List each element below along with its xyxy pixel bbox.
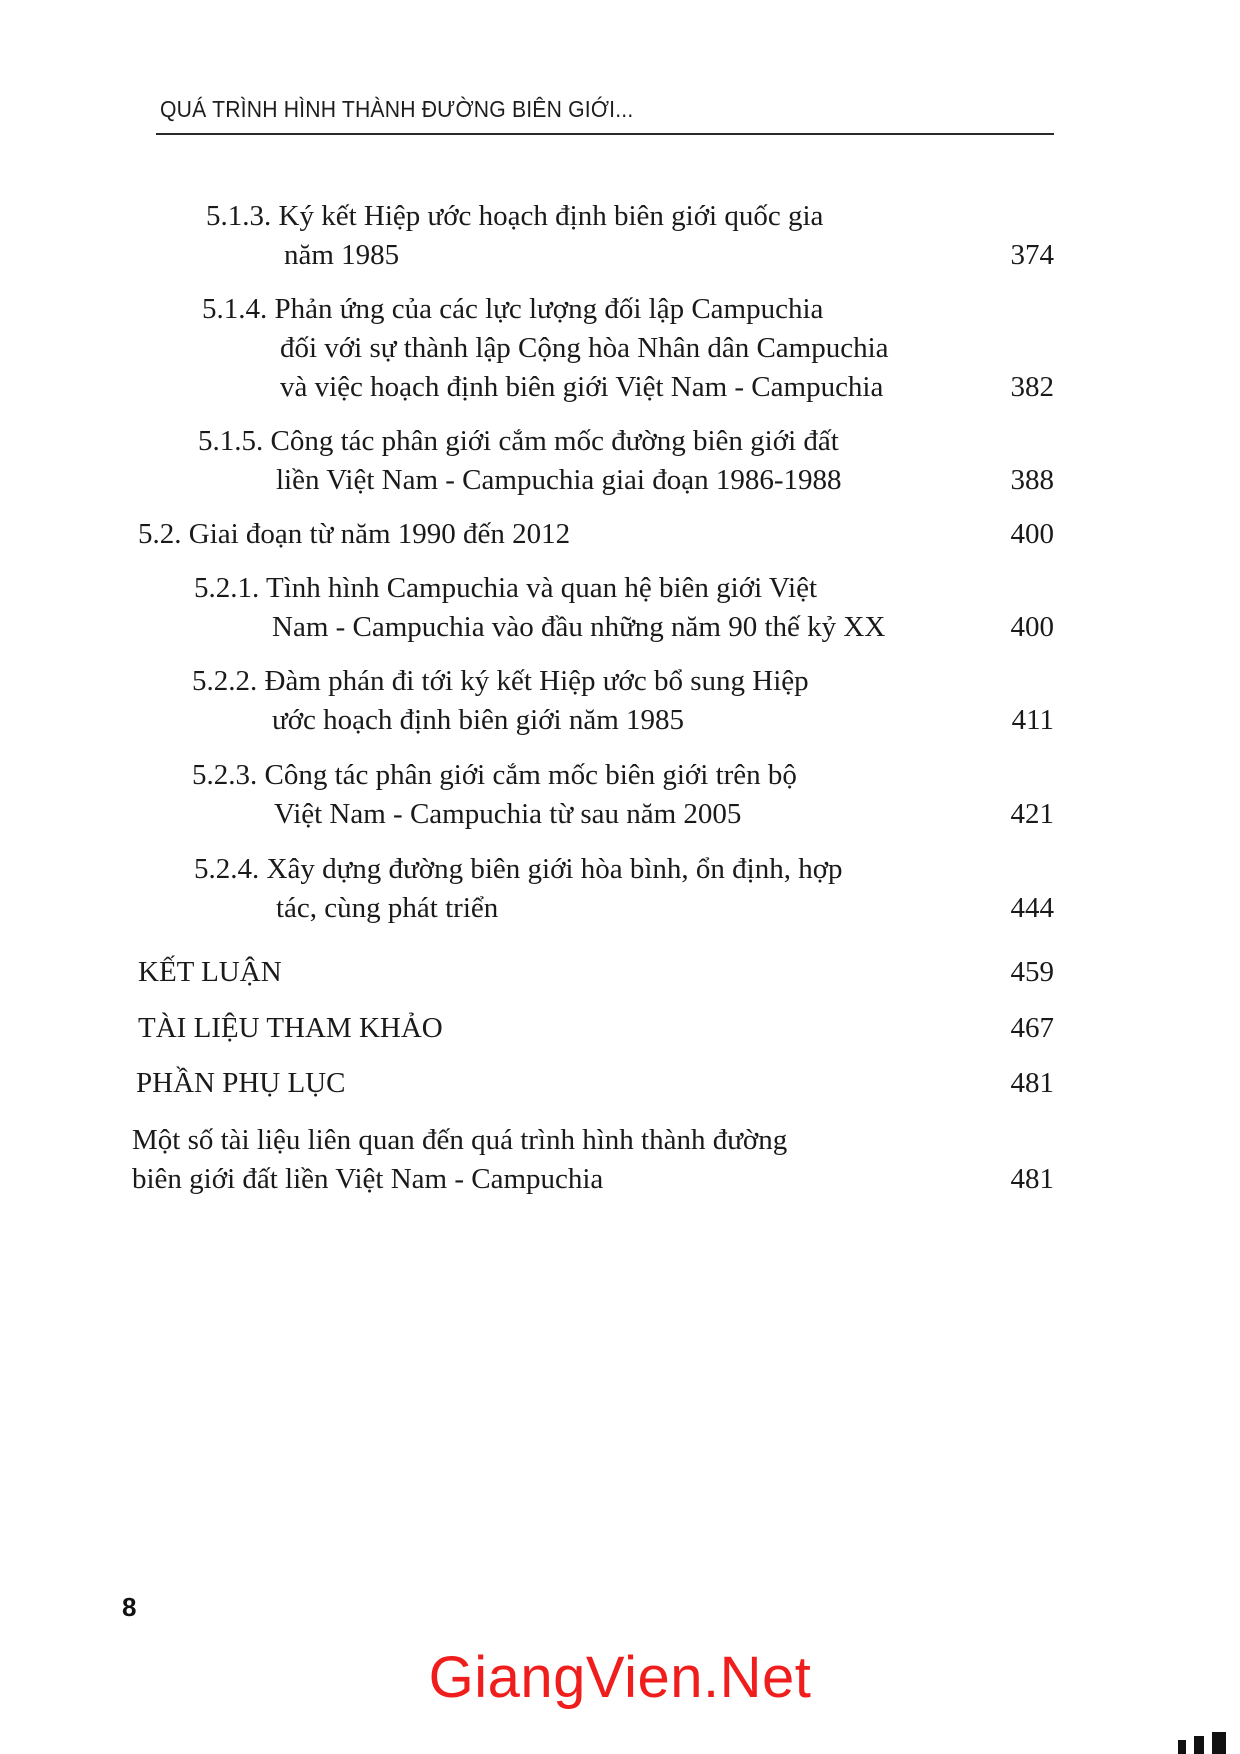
toc-entry-line: PHẦN PHỤ LỤC — [136, 1067, 346, 1099]
toc-page-number: 400 — [1010, 611, 1054, 643]
toc-page-number: 374 — [1010, 239, 1054, 271]
toc-entry-line: TÀI LIỆU THAM KHẢO — [138, 1012, 443, 1044]
page-edge-mark — [1168, 1732, 1240, 1754]
toc-entry-line: 5.2.3. Công tác phân giới cắm mốc biên giới trên bộ — [192, 759, 797, 791]
toc-entry-line: Nam - Campuchia vào đầu những năm 90 thế kỷ XX — [272, 611, 886, 643]
toc-entry-line: 5.2.1. Tình hình Campuchia và quan hệ biên giới Việt — [194, 572, 818, 604]
toc-page-number: 459 — [1010, 956, 1054, 988]
toc-entry-line: 5.1.3. Ký kết Hiệp ước hoạch định biên giới quốc gia — [206, 200, 824, 232]
toc-page-number: 388 — [1010, 464, 1054, 496]
toc-entry-line: 5.2.4. Xây dựng đường biên giới hòa bình, ổn định, hợp — [194, 853, 843, 885]
toc-page-number: 467 — [1010, 1012, 1054, 1044]
toc-page-number: 400 — [1010, 518, 1054, 550]
toc-entry-line: 5.1.5. Công tác phân giới cắm mốc đường biên giới đất — [198, 425, 839, 457]
toc-page-number: 421 — [1010, 798, 1054, 830]
toc-entry-line: 5.2. Giai đoạn từ năm 1990 đến 2012 — [138, 518, 571, 550]
toc-page-number: 444 — [1010, 892, 1054, 924]
toc-entry-line: và việc hoạch định biên giới Việt Nam - Campuchia — [280, 371, 884, 403]
page-number: 8 — [122, 1592, 137, 1622]
toc-page-number: 411 — [1011, 704, 1054, 736]
toc-page-number: 481 — [1010, 1067, 1054, 1099]
watermark-logo: GiangVien.Net — [428, 1645, 812, 1710]
toc-page-number: 481 — [1010, 1163, 1054, 1195]
toc-entry-line: đối với sự thành lập Cộng hòa Nhân dân Campuchia — [280, 332, 889, 364]
toc-entry-line: ước hoạch định biên giới năm 1985 — [272, 704, 685, 736]
toc-entry-line: KẾT LUẬN — [138, 956, 282, 988]
toc-entry-line: tác, cùng phát triển — [276, 892, 499, 924]
toc-entry-line: 5.1.4. Phản ứng của các lực lượng đối lập Campuchia — [202, 293, 824, 325]
toc-entry-line: biên giới đất liền Việt Nam - Campuchia — [132, 1163, 604, 1195]
header-rule — [156, 133, 1054, 135]
toc-entry-line: năm 1985 — [284, 239, 400, 271]
toc-entry-line: Việt Nam - Campuchia từ sau năm 2005 — [274, 798, 742, 830]
toc-entry-line: liền Việt Nam - Campuchia giai đoạn 1986-1988 — [276, 464, 842, 496]
toc-entry-line: Một số tài liệu liên quan đến quá trình hình thành đường — [132, 1124, 788, 1156]
toc-entry-line: 5.2.2. Đàm phán đi tới ký kết Hiệp ước bổ sung Hiệp — [192, 665, 809, 697]
toc-page-number: 382 — [1010, 371, 1054, 403]
running-header: QUÁ TRÌNH HÌNH THÀNH ĐƯỜNG BIÊN GIỚI... — [160, 96, 634, 122]
